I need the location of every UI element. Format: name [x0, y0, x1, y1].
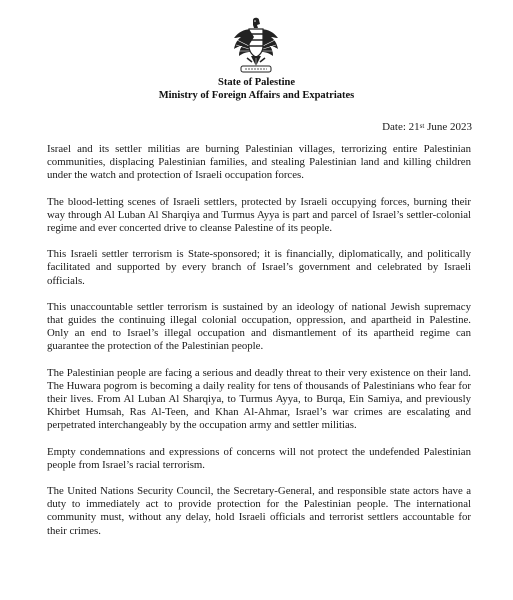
state-name: State of Palestine	[218, 77, 295, 88]
date-rest: June 2023	[424, 121, 472, 133]
ministry-name: Ministry of Foreign Affairs and Expatriates	[158, 90, 355, 101]
eagle-emblem-icon	[231, 16, 281, 74]
statement-body	[47, 143, 471, 551]
date-ordinal: st	[419, 122, 425, 130]
paragraph: The Palestinian people are facing a serious and deadly threat to their very existence on their land. The Huwara pogrom is becoming a daily reality for tens of thousands of Palestinians who fear for their lives. From Al Luban Al Sharqiya, to Turmus Ayya, to Burqa, Ein Samiya, and previously Khirbet Humsah, Ras Al-Teen, and Khan Al-Ahmar, Israel’s war crimes are escalating and perpetrated interchangeably by the occupation army and settler militias.	[47, 366, 471, 432]
document-date	[382, 121, 472, 134]
paragraph: Israel and its settler militias are burning Palestinian villages, terrorizing entire Palestinian communities, displacing Palestinian families, and stealing Palestinian land and killing children under the watch and protection of Israeli occupation forces.	[47, 143, 471, 182]
paragraph: The United Nations Security Council, the Secretary-General, and responsible state actors have a duty to immediately act to provide protection for the Palestinian people. The international community must, without any delay, hold Israeli officials and terrorist settlers accountable for their crimes.	[47, 485, 471, 537]
paragraph: Empty condemnations and expressions of concerns will not protect the undefended Palestinian people from Israel’s racial terrorism.	[47, 445, 471, 471]
paragraph: This Israeli settler terrorism is State-sponsored; it is financially, diplomatically, and politically facilitated and supported by every branch of Israel’s government and celebrated by Israeli officials.	[47, 248, 471, 287]
date-label: Date: 21	[382, 121, 420, 133]
paragraph: This unaccountable settler terrorism is sustained by an ideology of national Jewish supremacy that guides the continuing illegal colonial occupation, oppression, and apartheid in Palestine. Only an end to Israel’s illegal occupation and dismantlement of its apartheid regime can guarantee the protection of the Palestinian people.	[47, 300, 471, 353]
paragraph: The blood-letting scenes of Israeli settlers, protected by Israeli occupying forces, burning their way through Al Luban Al Sharqiya and Turmus Ayya is part and parcel of Israel’s settler-colonial regime and ever concerted drive to cleanse Palestine of its people.	[47, 195, 471, 235]
letterhead	[0, 76, 513, 102]
